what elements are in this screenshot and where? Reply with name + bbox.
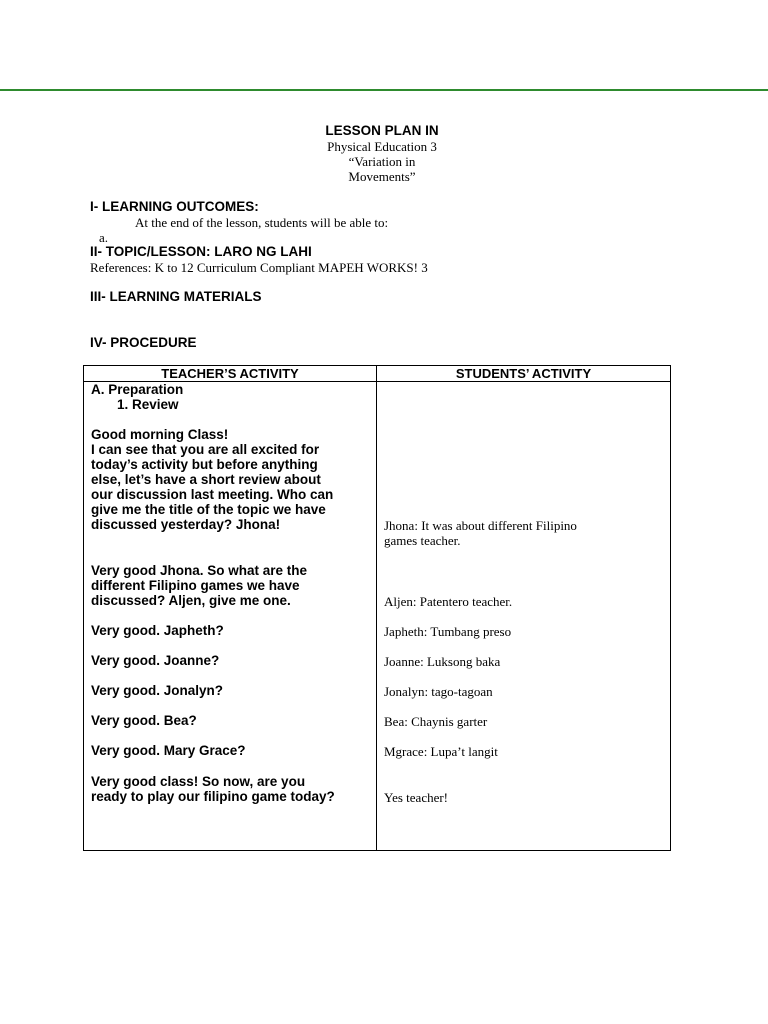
teacher-line: Very good. Bea? — [91, 713, 197, 728]
students-cell — [377, 382, 671, 851]
table-header-row — [84, 366, 671, 382]
teacher-line: Very good Jhona. So what are the — [91, 563, 308, 578]
procedure-heading: IV- PROCEDURE — [90, 335, 197, 350]
preparation-label: A. Preparation — [91, 382, 184, 397]
teacher-line: different Filipino games we have — [91, 578, 300, 593]
outcomes-item: a. — [99, 230, 109, 245]
student-line: Jonalyn: tago-tagoan — [384, 684, 493, 699]
student-line: Mgrace: Lupa’t langit — [384, 744, 498, 759]
review-label: 1. Review — [117, 397, 179, 412]
teacher-line: ready to play our filipino game today? — [91, 789, 335, 804]
student-line: Jhona: It was about different Filipino — [384, 518, 577, 533]
teacher-line: Very good. Jonalyn? — [91, 683, 224, 698]
teacher-line: our discussion last meeting. Who can — [91, 487, 334, 502]
title-block — [282, 122, 482, 184]
teacher-line: discussed? Aljen, give me one. — [91, 593, 291, 608]
teacher-line: I can see that you are all excited for — [91, 442, 320, 457]
header-rule — [0, 89, 768, 91]
teacher-column-header: TEACHER’S ACTIVITY — [84, 366, 377, 382]
outcomes-text: At the end of the lesson, students will be able to: — [135, 215, 389, 230]
subject-line: Physical Education 3 — [327, 139, 437, 154]
teacher-cell — [84, 382, 377, 851]
outcomes-heading: I- LEARNING OUTCOMES: — [90, 199, 259, 214]
topic-line-1: “Variation in — [348, 154, 416, 169]
topic-heading: II- TOPIC/LESSON: LARO NG LAHI — [90, 244, 312, 259]
student-line: Aljen: Patentero teacher. — [384, 594, 513, 609]
topic-line-2: Movements” — [348, 169, 416, 184]
lesson-plan-title: LESSON PLAN IN — [325, 123, 439, 138]
teacher-line: discussed yesterday? Jhona! — [91, 517, 281, 532]
teacher-line: give me the title of the topic we have — [91, 502, 326, 517]
student-line: Japheth: Tumbang preso — [384, 624, 512, 639]
references-line: References: K to 12 Curriculum Compliant MAPEH WORKS! 3 — [90, 260, 428, 275]
materials-heading: III- LEARNING MATERIALS — [90, 289, 262, 304]
teacher-line: Very good. Joanne? — [91, 653, 220, 668]
student-line: Joanne: Luksong baka — [384, 654, 501, 669]
student-line: games teacher. — [384, 533, 461, 548]
teacher-line: today’s activity but before anything — [91, 457, 318, 472]
student-line: Yes teacher! — [384, 790, 449, 805]
student-line: Bea: Chaynis garter — [384, 714, 488, 729]
table-row — [84, 382, 671, 851]
procedure-table — [83, 365, 671, 851]
students-column-header: STUDENTS’ ACTIVITY — [377, 366, 671, 382]
teacher-line: else, let’s have a short review about — [91, 472, 321, 487]
teacher-line: Very good. Japheth? — [91, 623, 224, 638]
teacher-line: Good morning Class! — [91, 427, 229, 442]
teacher-line: Very good class! So now, are you — [91, 774, 306, 789]
teacher-line: Very good. Mary Grace? — [91, 743, 246, 758]
